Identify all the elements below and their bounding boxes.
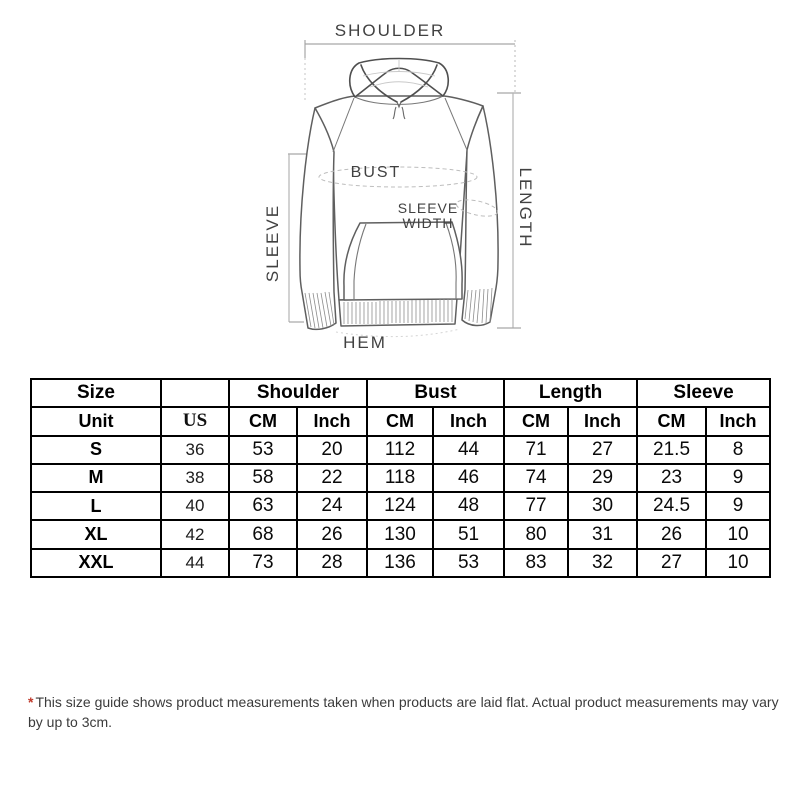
sleeve-width-line1: SLEEVE <box>397 200 459 216</box>
value-cell: 77 <box>504 492 568 520</box>
size-table <box>30 378 771 578</box>
sleeve-cm-header: CM <box>637 407 706 435</box>
table-row-xl <box>31 520 770 548</box>
size-cell: L <box>31 492 161 520</box>
value-cell: 10 <box>706 549 770 577</box>
us-cell: 42 <box>161 520 229 548</box>
us-cell: 44 <box>161 549 229 577</box>
sleeve-width-label <box>393 201 463 231</box>
value-cell: 26 <box>297 520 367 548</box>
value-cell: 24 <box>297 492 367 520</box>
value-cell: 136 <box>367 549 433 577</box>
value-cell: 24.5 <box>637 492 706 520</box>
size-cell: M <box>31 464 161 492</box>
value-cell: 80 <box>504 520 568 548</box>
footnote-asterisk: * <box>28 694 34 710</box>
hem-label: HEM <box>343 333 387 352</box>
table-row-l <box>31 492 770 520</box>
shoulder-inch-header: Inch <box>297 407 367 435</box>
value-cell: 29 <box>568 464 637 492</box>
size-cell: XL <box>31 520 161 548</box>
hoodie-hem-band <box>339 298 457 326</box>
bust-cm-header: CM <box>367 407 433 435</box>
value-cell: 10 <box>706 520 770 548</box>
shoulder-cm-header: CM <box>229 407 297 435</box>
value-cell: 31 <box>568 520 637 548</box>
value-cell: 48 <box>433 492 504 520</box>
header-sleeve: Sleeve <box>637 379 770 407</box>
value-cell: 32 <box>568 549 637 577</box>
value-cell: 124 <box>367 492 433 520</box>
table-row-s <box>31 436 770 464</box>
header-size: Size <box>31 379 161 407</box>
footnote-text: This size guide shows product measurements taken when products are laid flat. Actual product measurements may vary by up to 3cm. <box>28 694 779 731</box>
header-shoulder: Shoulder <box>229 379 367 407</box>
us-cell: 36 <box>161 436 229 464</box>
value-cell: 26 <box>637 520 706 548</box>
table-row-xxl <box>31 549 770 577</box>
value-cell: 30 <box>568 492 637 520</box>
us-cell: 38 <box>161 464 229 492</box>
length-inch-header: Inch <box>568 407 637 435</box>
value-cell: 53 <box>433 549 504 577</box>
value-cell: 21.5 <box>637 436 706 464</box>
value-cell: 53 <box>229 436 297 464</box>
length-cm-header: CM <box>504 407 568 435</box>
sleeve-label: SLEEVE <box>263 203 282 283</box>
value-cell: 27 <box>637 549 706 577</box>
value-cell: 22 <box>297 464 367 492</box>
unit-header: Unit <box>31 407 161 435</box>
value-cell: 46 <box>433 464 504 492</box>
value-cell: 8 <box>706 436 770 464</box>
sleeve-inch-header: Inch <box>706 407 770 435</box>
header-blank <box>161 379 229 407</box>
value-cell: 58 <box>229 464 297 492</box>
hoodie-pocket <box>344 222 462 300</box>
value-cell: 51 <box>433 520 504 548</box>
value-cell: 20 <box>297 436 367 464</box>
hoodie-measurement-diagram <box>0 0 800 375</box>
sleeve-width-line2: WIDTH <box>402 215 454 231</box>
value-cell: 71 <box>504 436 568 464</box>
size-cell: S <box>31 436 161 464</box>
value-cell: 83 <box>504 549 568 577</box>
value-cell: 9 <box>706 492 770 520</box>
length-label: LENGTH <box>516 167 535 249</box>
value-cell: 23 <box>637 464 706 492</box>
header-bust: Bust <box>367 379 504 407</box>
value-cell: 9 <box>706 464 770 492</box>
shoulder-label: SHOULDER <box>334 21 446 40</box>
value-cell: 73 <box>229 549 297 577</box>
table-group-header-row <box>31 379 770 407</box>
value-cell: 74 <box>504 464 568 492</box>
value-cell: 112 <box>367 436 433 464</box>
size-cell: XXL <box>31 549 161 577</box>
value-cell: 27 <box>568 436 637 464</box>
value-cell: 130 <box>367 520 433 548</box>
value-cell: 63 <box>229 492 297 520</box>
bust-inch-header: Inch <box>433 407 504 435</box>
footnote <box>28 692 780 733</box>
bust-label: BUST <box>350 164 402 181</box>
value-cell: 28 <box>297 549 367 577</box>
value-cell: 68 <box>229 520 297 548</box>
header-length: Length <box>504 379 637 407</box>
value-cell: 44 <box>433 436 504 464</box>
value-cell: 118 <box>367 464 433 492</box>
us-header: US <box>161 407 229 435</box>
table-unit-row <box>31 407 770 435</box>
table-row-m <box>31 464 770 492</box>
us-cell: 40 <box>161 492 229 520</box>
